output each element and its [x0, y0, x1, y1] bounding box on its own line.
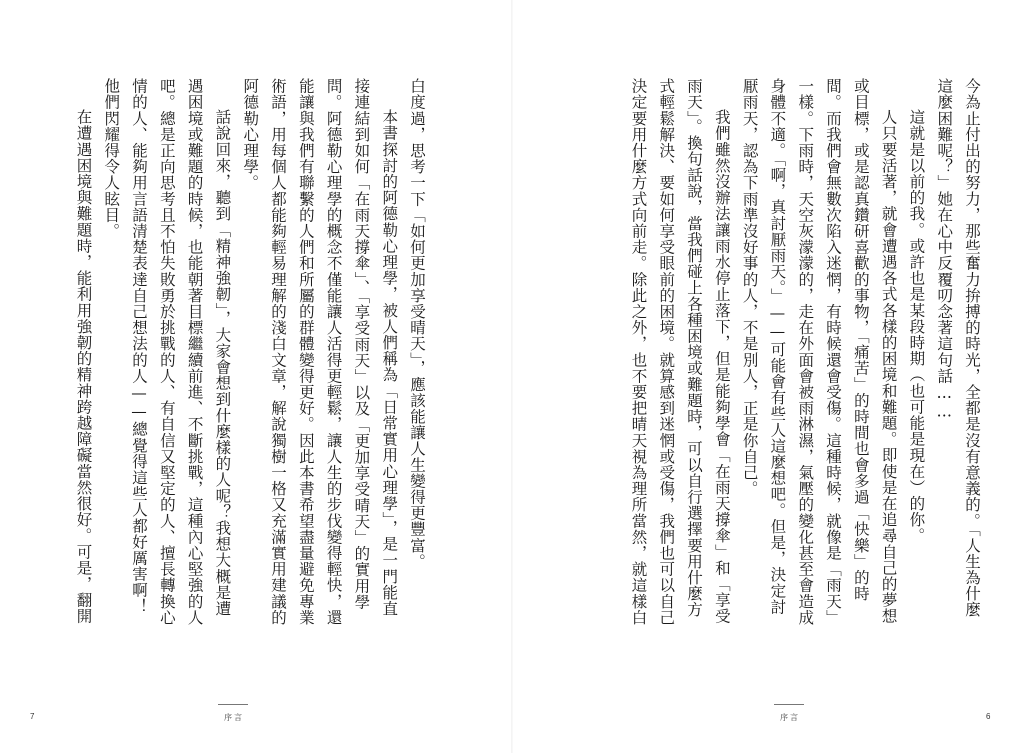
- running-head: 序言: [224, 713, 244, 722]
- paragraph: 這就是以前的我。或許也是某段時期（也可能是現在）的你。: [907, 109, 926, 544]
- page-number: 7: [30, 712, 35, 721]
- paragraph: 話說回來，聽到「精神強韌」，大家會想到什麼樣的人呢？我想大概是遭遇困境或難題的時候，也能朝著目標繼續前進、不斷挑戰，這種內心堅強的人吧。總是正向思考且不怕失敗勇於挑戰的人、有自信又堅定的人、擅長轉換心情的人、能夠用言語清楚表達自己想法的人——總覺得這些人都好厲害啊！他們閃耀得令人眩目。: [102, 78, 232, 626]
- left-page-body: [52, 78, 430, 630]
- paragraph: 本書探討的阿德勒心理學，被人們稱為「日常實用心理學」，是一門能直接連結到如何「在雨天撐傘」、「享受雨天」以及「更加享受晴天」的實用學問。阿德勒心理學的概念不僅能讓人活得更輕鬆，讓人生的步伐變得輕快，還能讓與我們有聯繫的人們和所屬的群體變得更好。因此本書希望盡量避免專業術語，用每個人都能夠輕易理解的淺白文章，解說獨樹一格又充滿實用建議的阿德勒心理學。: [241, 78, 399, 626]
- paragraph: 白度過，思考一下「如何更加享受晴天」，應該能讓人生變得更豐富。: [408, 78, 426, 570]
- paragraph: 我們雖然沒辦法讓雨水停止落下，但是能夠學會「在雨天撐傘」和「享受雨天」。換句話說，當我們碰上各種困境或難題時，可以自行選擇要用什麼方式輕鬆解決、要如何享受眼前的困境。就算感到迷惘或受傷，我們也可以自己決定要用什麼方式向前走。除此之外，也不要把晴天視為理所當然，就這樣白: [629, 78, 731, 626]
- footer-rule: [774, 704, 804, 705]
- page-number: 6: [986, 712, 991, 721]
- paragraph: 人只要活著，就會遭遇各式各樣的困境和難題。即使是在追尋自己的夢想或目標，或是認真鑽研喜歡的事物，「痛苦」的時間也會多過「快樂」的時間。而我們會無數次陷入迷惘，有時候還會受傷。這種時候，就像是「雨天」一樣。下雨時，天空灰濛濛的，走在外面會被雨淋濕，氣壓的變化甚至會造成身體不適。「啊，真討厭雨天。」——可能會有些人這麼想吧。但是，決定討厭雨天，認為下雨準沒好事的人，不是別人，正是你自己。: [740, 78, 898, 626]
- right-page-body: [607, 78, 985, 630]
- paragraph: 在遭遇困境與難題時，能利用強韌的精神跨越障礙當然很好。可是，翻開: [74, 109, 93, 625]
- right-page: [512, 0, 1024, 753]
- paragraph: 今為止付出的努力，那些奮力拚搏的時光，全都是沒有意義的。「人生為什麼這麼困難呢？」她在心中反覆叨念著這句話……: [935, 78, 981, 618]
- running-head: 序言: [780, 713, 800, 722]
- footer-rule: [218, 704, 248, 705]
